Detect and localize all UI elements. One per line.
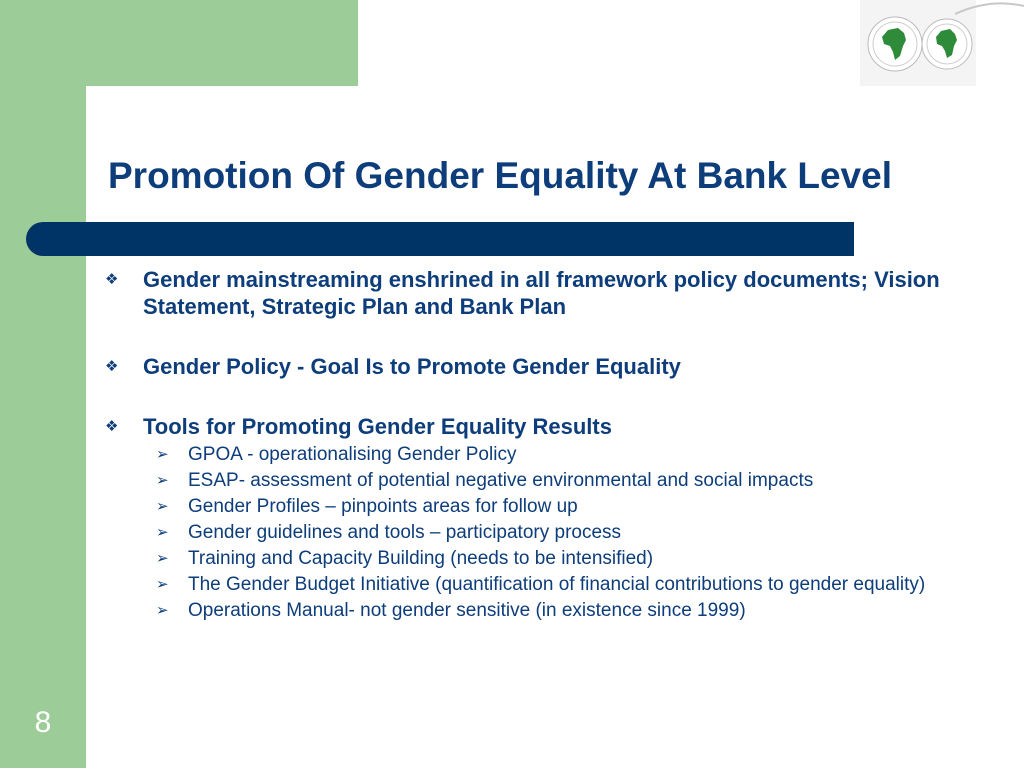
- logo-seal-right-icon: [922, 19, 972, 69]
- arrow-bullet-icon: ➢: [156, 446, 169, 463]
- sub-bullet-item: [105, 470, 995, 491]
- sub-bullet-item: [105, 496, 995, 517]
- bullet-item: [105, 413, 995, 440]
- sub-bullet-item: [105, 548, 995, 569]
- sub-bullet-text: Gender Profiles – pinpoints areas for follow up: [188, 496, 578, 517]
- diamond-bullet-icon: ❖: [105, 271, 119, 288]
- sub-bullet-text: ESAP- assessment of potential negative environmental and social impacts: [188, 470, 814, 491]
- bullet-item: [105, 266, 995, 320]
- slide-title: Promotion Of Gender Equality At Bank Level: [108, 155, 892, 196]
- bullet-item: [105, 353, 995, 380]
- slide-body: [105, 266, 995, 621]
- diamond-bullet-icon: ❖: [105, 418, 119, 435]
- arrow-bullet-icon: ➢: [156, 498, 169, 515]
- sub-bullet-text: Gender guidelines and tools – participatory process: [188, 522, 622, 543]
- green-side-band: [0, 0, 86, 768]
- sub-bullet-text: Training and Capacity Building (needs to be intensified): [188, 548, 654, 569]
- bullet-text: Gender mainstreaming enshrined in all framework policy documents; Vision Statement, Strategic Plan and Bank Plan: [143, 267, 940, 319]
- sub-bullet-item: [105, 600, 995, 621]
- arrow-bullet-icon: ➢: [156, 550, 169, 567]
- arrow-bullet-icon: ➢: [156, 524, 169, 541]
- bullet-text: Tools for Promoting Gender Equality Results: [143, 414, 612, 439]
- bullet-text: Gender Policy - Goal Is to Promote Gender Equality: [143, 354, 681, 379]
- slide-number: 8: [34, 706, 52, 739]
- sub-bullet-text: The Gender Budget Initiative (quantification of financial contributions to gender equality): [188, 574, 926, 595]
- arrow-bullet-icon: ➢: [156, 602, 169, 619]
- decorative-arc: [955, 0, 1024, 20]
- logo-seal-left-icon: [868, 17, 922, 71]
- green-top-band: [0, 0, 358, 86]
- diamond-bullet-icon: ❖: [105, 358, 119, 375]
- arrow-bullet-icon: ➢: [156, 576, 169, 593]
- title-underline-bar: [26, 222, 854, 256]
- sub-bullet-text: GPOA - operationalising Gender Policy: [188, 444, 517, 465]
- sub-bullet-item: [105, 444, 995, 465]
- sub-bullet-item: [105, 574, 995, 595]
- sub-bullet-item: [105, 522, 995, 543]
- sub-bullet-text: Operations Manual- not gender sensitive (in existence since 1999): [188, 600, 746, 621]
- arrow-bullet-icon: ➢: [156, 472, 169, 489]
